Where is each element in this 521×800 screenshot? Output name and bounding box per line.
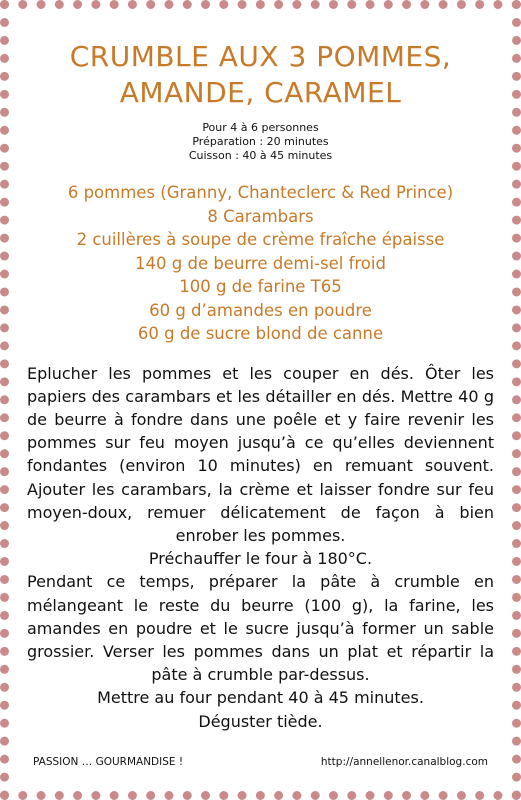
ingredient-item: 6 pommes (Granny, Chanteclerc & Red Prince) bbox=[67, 183, 454, 202]
ingredient-list bbox=[9, 181, 512, 346]
instructions bbox=[9, 362, 512, 733]
ingredient-item: 60 g de sucre blond de canne bbox=[137, 324, 384, 343]
ingredient-item: 60 g d’amandes en poudre bbox=[149, 300, 372, 320]
footer-url: http://annellenor.canalblog.com bbox=[320, 756, 488, 768]
prep-time: Préparation : 20 minutes bbox=[192, 135, 329, 148]
recipe-meta bbox=[9, 121, 512, 163]
ingredient-item: 140 g de beurre demi-sel froid bbox=[135, 253, 386, 273]
recipe-title-line-2: AMANDE, CARAMEL bbox=[119, 76, 402, 109]
cook-time: Cuisson : 40 à 45 minutes bbox=[188, 149, 333, 162]
instruction-paragraph: Eplucher les pommes et les couper en dés. Ôter les papiers des carambars et les détailler en dés. Mettre 40 g de beurre à fondre dans une poêle et y faire revenir les pommes sur feu moyen jusqu’à ce qu’elles deviennent fondantes (environ 10 minutes) en remuant souvent. Ajouter les carambars, la crème et laisser fondre sur feu moyen-doux, remuer délicatement de façon à bien enrober les pommes. bbox=[27, 363, 494, 545]
recipe-title bbox=[9, 39, 512, 111]
instruction-paragraph: Préchauffer le four à 180°C. bbox=[148, 549, 373, 569]
ingredient-item: 8 Carambars bbox=[207, 206, 314, 226]
recipe-title-line-1: CRUMBLE AUX 3 POMMES, bbox=[69, 40, 452, 73]
footer bbox=[33, 756, 488, 768]
instruction-paragraph: Mettre au four pendant 40 à 45 minutes. bbox=[97, 688, 424, 708]
instruction-paragraph: Pendant ce temps, préparer la pâte à crumble en mélangeant le reste du beurre (100 g), la farine, les amandes en poudre et le sucre jusqu’à former un sable grossier. Verser les pommes dans un plat et répartir la pâte à crumble par-dessus. bbox=[27, 572, 494, 685]
ingredient-item: 100 g de farine T65 bbox=[179, 277, 342, 296]
ingredient-item: 2 cuillères à soupe de crème fraîche épaisse bbox=[76, 230, 445, 249]
footer-tagline: PASSION … GOURMANDISE ! bbox=[33, 756, 184, 768]
instruction-paragraph: Déguster tiède. bbox=[198, 711, 323, 731]
servings: Pour 4 à 6 personnes bbox=[202, 121, 319, 134]
recipe-card bbox=[9, 9, 512, 791]
